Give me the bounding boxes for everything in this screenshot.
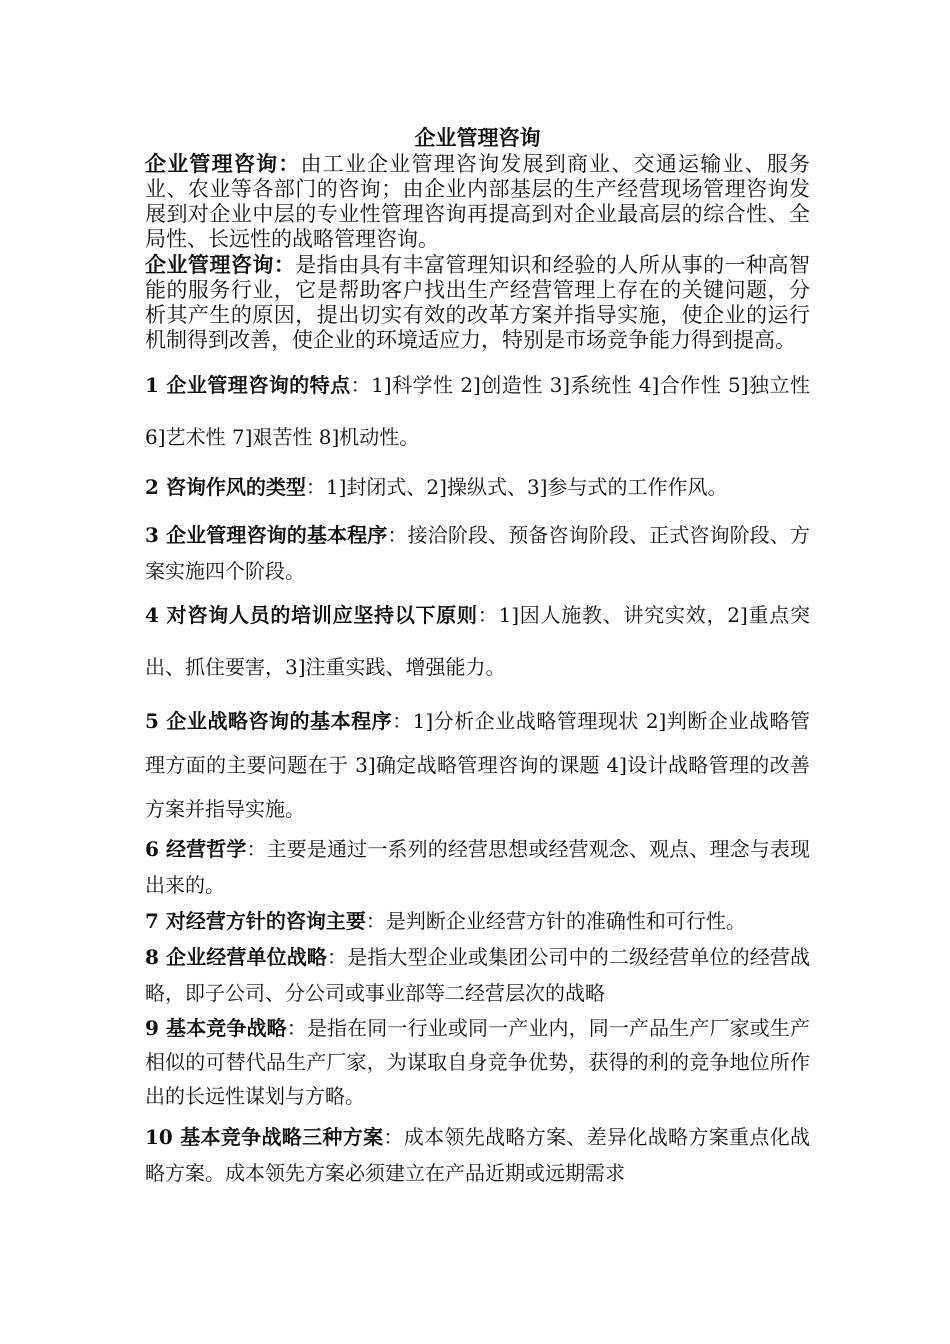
- item-sep-4: ：: [477, 603, 499, 627]
- intro-sep-1: ：: [278, 151, 301, 176]
- list-item-6: [145, 831, 810, 903]
- item-text-4: 1]因人施教、讲究实效，2]重点突出、抓住要害，3]注重实践、增强能力。: [145, 603, 810, 679]
- item-sep-5: ：: [392, 709, 413, 733]
- list-item-3: [145, 517, 810, 589]
- item-term-3: 3 企业管理咨询的基本程序: [145, 523, 388, 547]
- intro-term-1: 企业管理咨询: [145, 151, 279, 176]
- item-term-2: 2 咨询作风的类型: [145, 475, 306, 499]
- list-item-8: [145, 939, 810, 1011]
- item-text-7: 是判断企业经营方针的准确性和可行性。: [385, 909, 746, 933]
- item-text-8: 是指大型企业或集团公司中的二级经营单位的经营战略，即子公司、分公司或事业部等二经营层次的战略: [145, 945, 811, 1005]
- item-sep-7: ：: [365, 909, 386, 933]
- item-sep-1: ：: [350, 373, 372, 397]
- item-term-8: 8 企业经营单位战略: [145, 945, 328, 969]
- item-term-10: 10 基本竞争战略三种方案: [145, 1125, 384, 1149]
- intro-paragraph-2: [145, 252, 810, 353]
- item-text-3: 接洽阶段、预备咨询阶段、正式咨询阶段、方案实施四个阶段。: [145, 523, 811, 583]
- list-item-1: [145, 359, 810, 463]
- document-page: [145, 125, 810, 1191]
- item-term-6: 6 经营哲学: [145, 837, 247, 861]
- item-term-4: 4 对咨询人员的培训应坚持以下原则: [145, 603, 478, 627]
- list-item-2: [145, 469, 810, 505]
- item-sep-6: ：: [246, 837, 267, 861]
- item-sep-10: ：: [383, 1125, 404, 1149]
- document-title: 企业管理咨询: [414, 125, 541, 150]
- item-text-10: 成本领先战略方案、差异化战略方案重点化战略方案。成本领先方案必须建立在产品近期或远期需求: [145, 1125, 811, 1185]
- item-term-5: 5 企业战略咨询的基本程序: [145, 709, 393, 733]
- list-item-5: [145, 699, 810, 831]
- list-item-4: [145, 589, 810, 693]
- item-term-1: 1 企业管理咨询的特点: [145, 373, 351, 397]
- list-item-10: [145, 1119, 810, 1191]
- item-text-2: 1]封闭式、2]操纵式、3]参与式的工作作风。: [325, 475, 728, 499]
- item-sep-3: ：: [387, 523, 408, 547]
- list-item-9: [145, 1011, 810, 1113]
- item-sep-2: ：: [305, 475, 326, 499]
- item-text-6: 主要是通过一系列的经营思想或经营观念、观点、理念与表现出来的。: [145, 837, 811, 897]
- item-text-5: 1]分析企业战略管理现状 2]判断企业战略管理方面的主要问题在于 3]确定战略管理咨询的课题 4]设计战略管理的改善方案并指导实施。: [145, 709, 810, 821]
- list-item-7: [145, 903, 810, 939]
- intro-text-1: 由工业企业管理咨询发展到商业、交通运输业、服务业、农业等各部门的咨询；由企业内部基层的生产经营现场管理咨询发展到对企业中层的专业性管理咨询再提高到对企业最高层的综合性、全局性、长远性的战略管理咨询。: [145, 152, 811, 251]
- item-sep-8: ：: [327, 945, 348, 969]
- intro-term-2: 企业管理咨询: [145, 252, 274, 277]
- item-text-1: 1]科学性 2]创造性 3]系统性 4]合作性 5]独立性 6]艺术性 7]艰苦性 8]机动性。: [145, 373, 810, 449]
- item-sep-9: ：: [286, 1016, 307, 1040]
- item-text-9: 是指在同一行业或同一产业内，同一产品生产厂家或生产相似的可替代品生产厂家，为谋取自身竞争优势，获得的利的竞争地位所作出的长远性谋划与方略。: [145, 1016, 811, 1108]
- item-term-9: 9 基本竞争战略: [145, 1016, 287, 1040]
- intro-paragraph-1: [145, 151, 810, 252]
- item-term-7: 7 对经营方针的咨询主要: [145, 909, 366, 933]
- intro-text-2: 是指由具有丰富管理知识和经验的人所从事的一种高智能的服务行业，它是帮助客户找出生产经营管理上存在的关键问题，分析其产生的原因，提出切实有效的改革方案并指导实施，使企业的运行机制得到改善，使企业的环境适应力，特别是市场竞争能力得到提高。: [145, 253, 811, 352]
- intro-sep-2: ：: [273, 252, 296, 277]
